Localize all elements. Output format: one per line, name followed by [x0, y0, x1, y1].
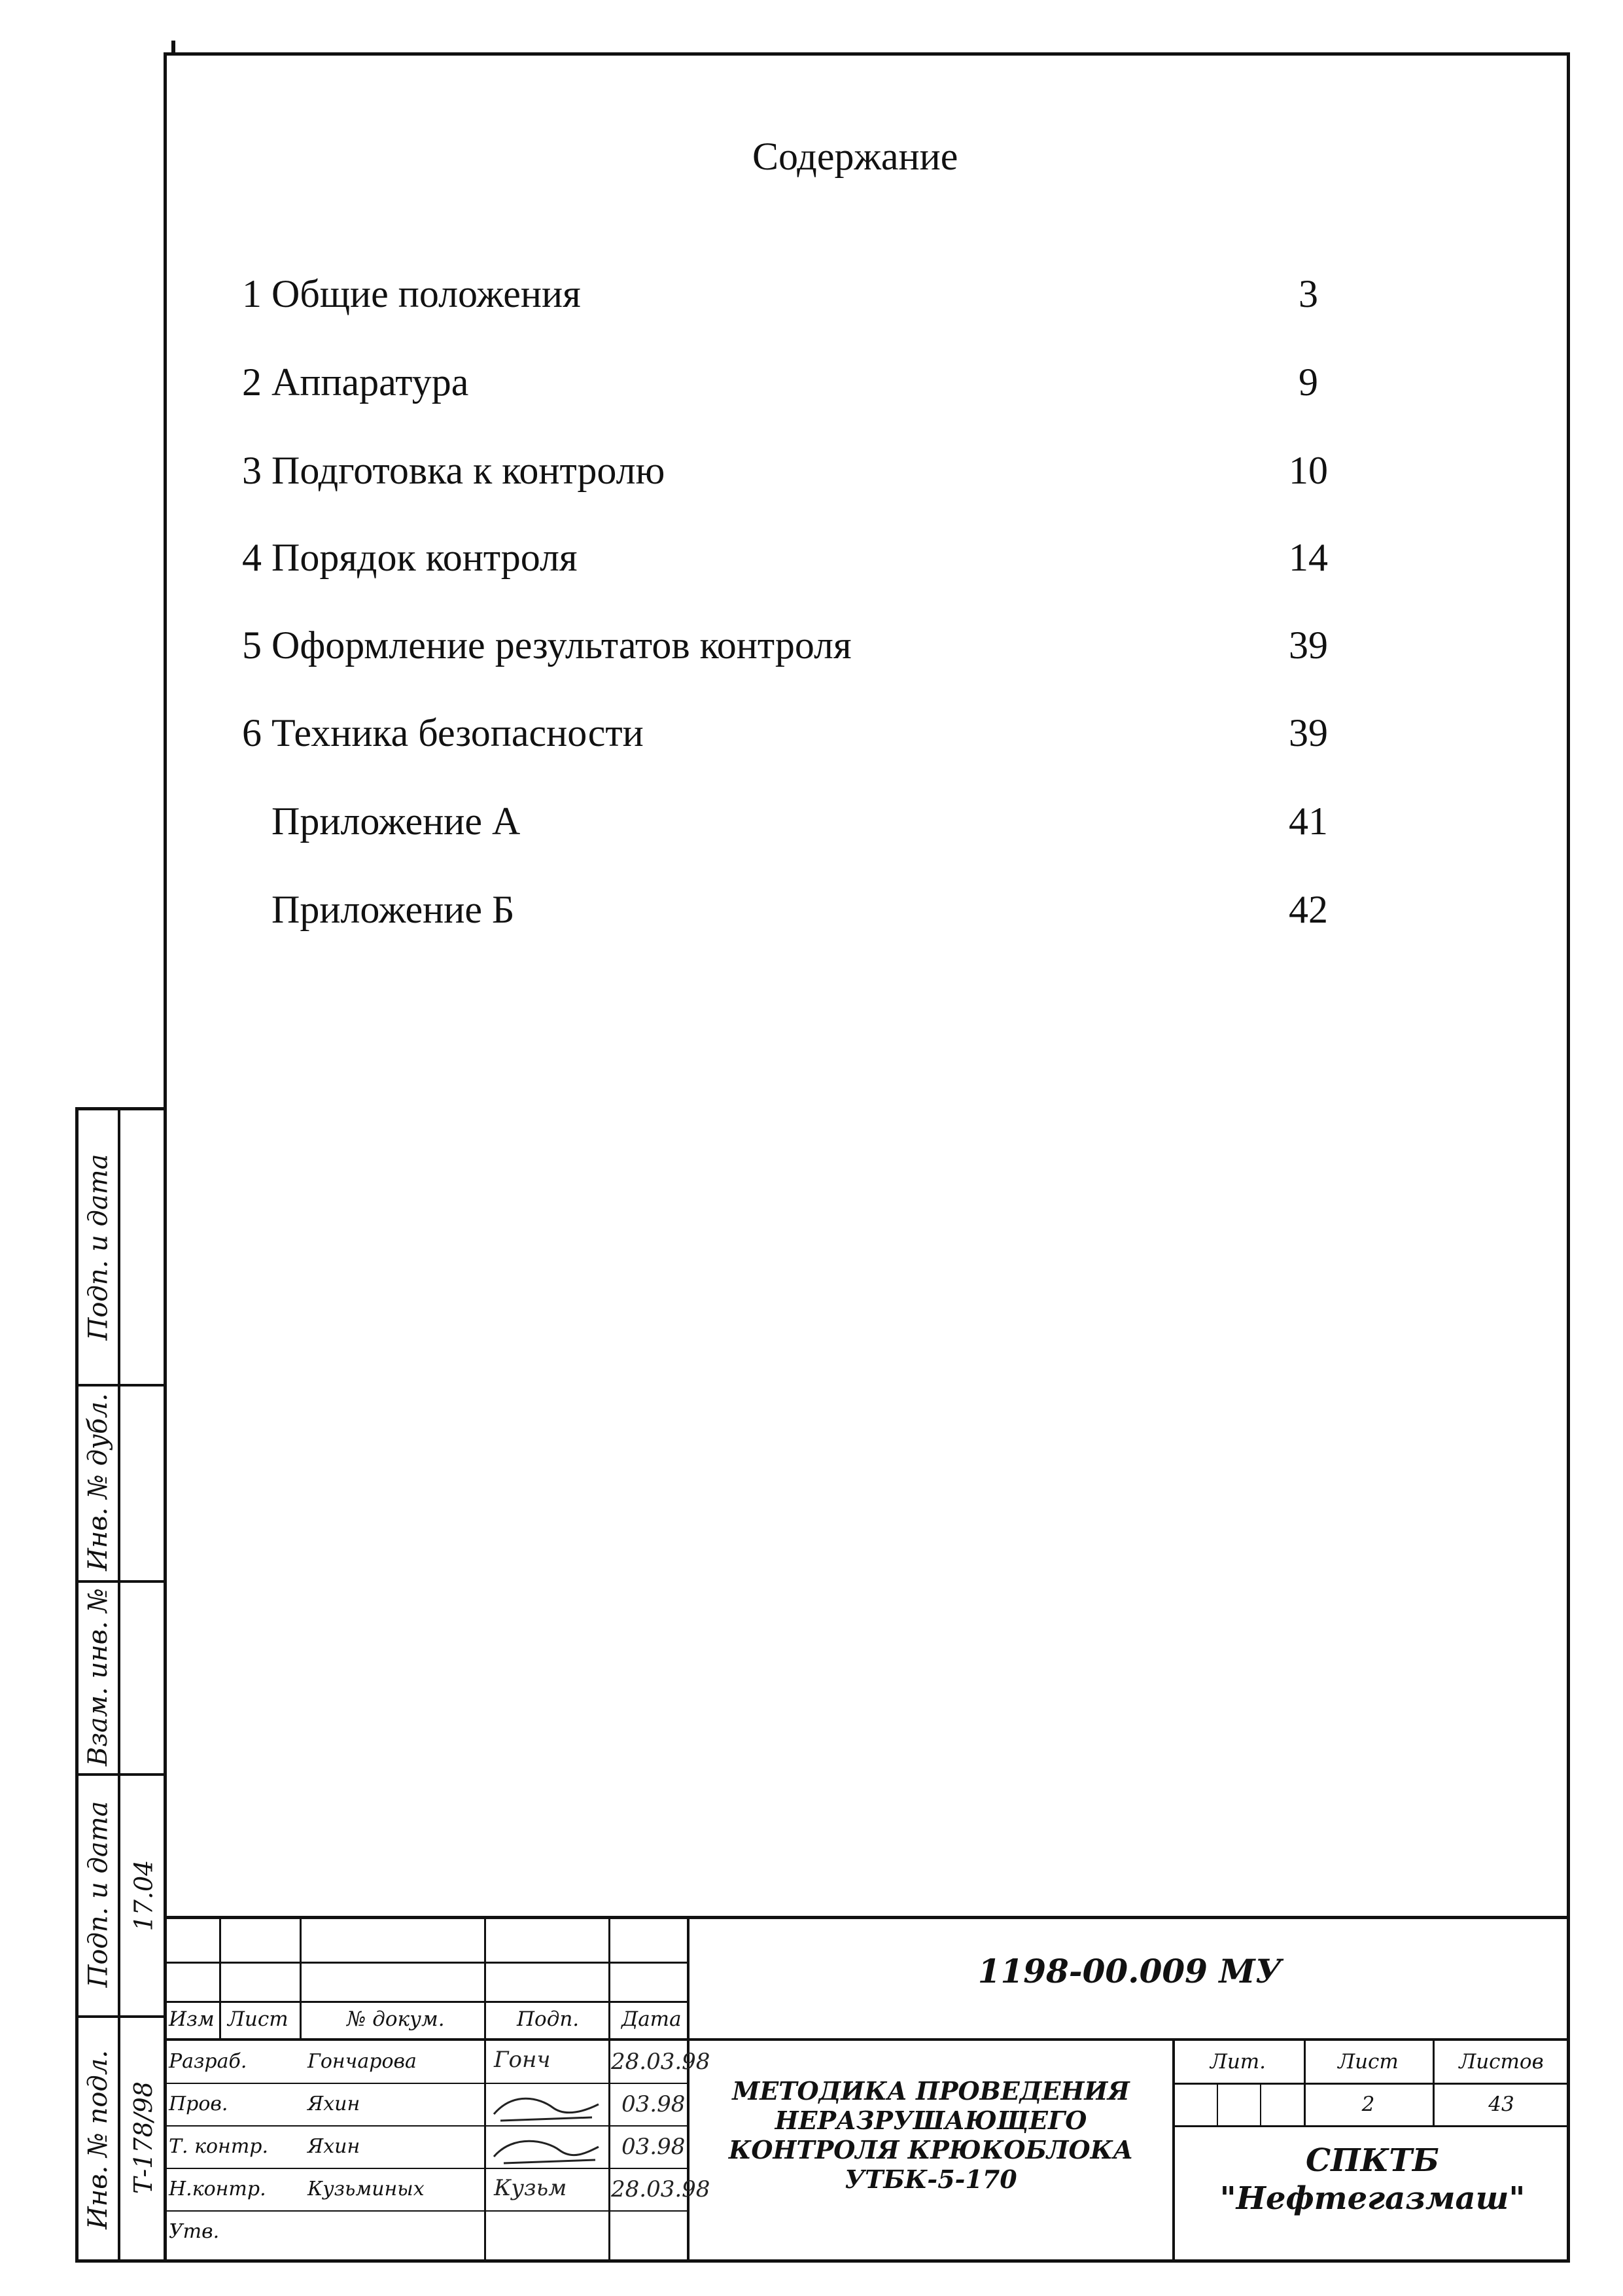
role-label: Т. контр. [169, 2135, 269, 2158]
toc-item-page: 10 [1289, 449, 1328, 492]
sheet-label: Лист [1338, 2050, 1399, 2074]
document-title-line: УТБК-5-170 [845, 2164, 1017, 2194]
strip-handwritten-inv: Т-178/98 [129, 2081, 158, 2194]
approval-strip [75, 1107, 164, 2263]
strip-label: Инв. № дубл. [83, 1393, 114, 1571]
role-date: 28.03.98 [611, 2049, 710, 2075]
header-doc-no: № докум. [347, 2007, 445, 2031]
role-name: Яхин [307, 2135, 360, 2158]
toc-item-label: 2 Аппаратура [242, 361, 469, 404]
role-label: Утв. [169, 2220, 220, 2243]
contents-title: Содержание [752, 135, 958, 178]
toc-item-page: 42 [1289, 888, 1328, 931]
document-title-line: КОНТРОЛЯ КРЮКОБЛОКА [728, 2135, 1134, 2164]
sheets-label: Листов [1459, 2050, 1544, 2074]
role-name: Кузьминых [307, 2178, 425, 2200]
header-sign: Подп. [517, 2007, 580, 2031]
role-label: Разраб. [169, 2050, 247, 2073]
strip-label: Взам. инв. № [83, 1587, 114, 1766]
toc-item-label: 1 Общие положения [242, 272, 581, 315]
sheets-count: 43 [1488, 2093, 1514, 2116]
role-signature: Гонч [494, 2047, 551, 2073]
header-list: Лист [228, 2007, 288, 2031]
toc-item-page: 3 [1299, 272, 1318, 315]
toc-item-label: 4 Порядок контроля [242, 536, 578, 579]
sheet-number: 2 [1361, 2093, 1375, 2116]
toc-item [242, 711, 1354, 763]
title-block [164, 1916, 1570, 2263]
toc-item [242, 535, 1354, 588]
role-label: Н.контр. [169, 2178, 266, 2200]
toc-item-page: 39 [1289, 624, 1328, 667]
toc-item-label: 3 Подготовка к контролю [242, 449, 665, 492]
role-date: 28.03.98 [611, 2176, 710, 2202]
strip-label: Подп. и дата [83, 1154, 113, 1341]
role-signature: Кузьм [494, 2175, 567, 2201]
toc-item-label: Приложение Б [271, 888, 515, 931]
document-title [689, 2076, 1172, 2194]
strip-label: Подп. и дата [83, 1801, 113, 1988]
organization-line: СПКТБ [1306, 2142, 1439, 2179]
header-izm: Изм [169, 2007, 215, 2031]
role-date: 03.98 [621, 2091, 686, 2117]
document-number: 1198-00.009 МУ [977, 1952, 1282, 1990]
toc-item [242, 799, 1354, 851]
document-title-line: НЕРАЗРУШАЮЩЕГО [775, 2106, 1087, 2135]
organization-name [1175, 2142, 1570, 2217]
toc-item [242, 887, 1354, 940]
header-date: Дата [621, 2007, 682, 2031]
toc-item-page: 9 [1299, 361, 1318, 404]
toc-item [242, 448, 1354, 501]
corner-mark [171, 41, 175, 55]
toc-item-label: 6 Техника безопасности [242, 711, 644, 754]
signature-scribbles [487, 2085, 605, 2209]
document-title-line: МЕТОДИКА ПРОВЕДЕНИЯ [732, 2076, 1130, 2106]
toc-item [242, 272, 1354, 324]
toc-item-page: 41 [1289, 800, 1328, 843]
toc-item-label: 5 Оформление результатов контроля [242, 624, 852, 667]
toc-item-page: 39 [1289, 711, 1328, 754]
lit-label: Лит. [1210, 2050, 1266, 2074]
toc-item [242, 360, 1354, 412]
role-name: Гончарова [307, 2050, 417, 2073]
strip-handwritten-date: 17.04 [129, 1860, 158, 1932]
toc-item [242, 623, 1354, 675]
role-name: Яхин [307, 2093, 360, 2115]
role-label: Пров. [169, 2093, 228, 2115]
toc-item-label: Приложение А [271, 800, 521, 843]
role-date: 03.98 [621, 2134, 686, 2160]
strip-label: Инв. № подл. [83, 2050, 114, 2229]
toc-item-page: 14 [1289, 536, 1328, 579]
organization-line: "Нефтегазмаш" [1219, 2180, 1526, 2217]
